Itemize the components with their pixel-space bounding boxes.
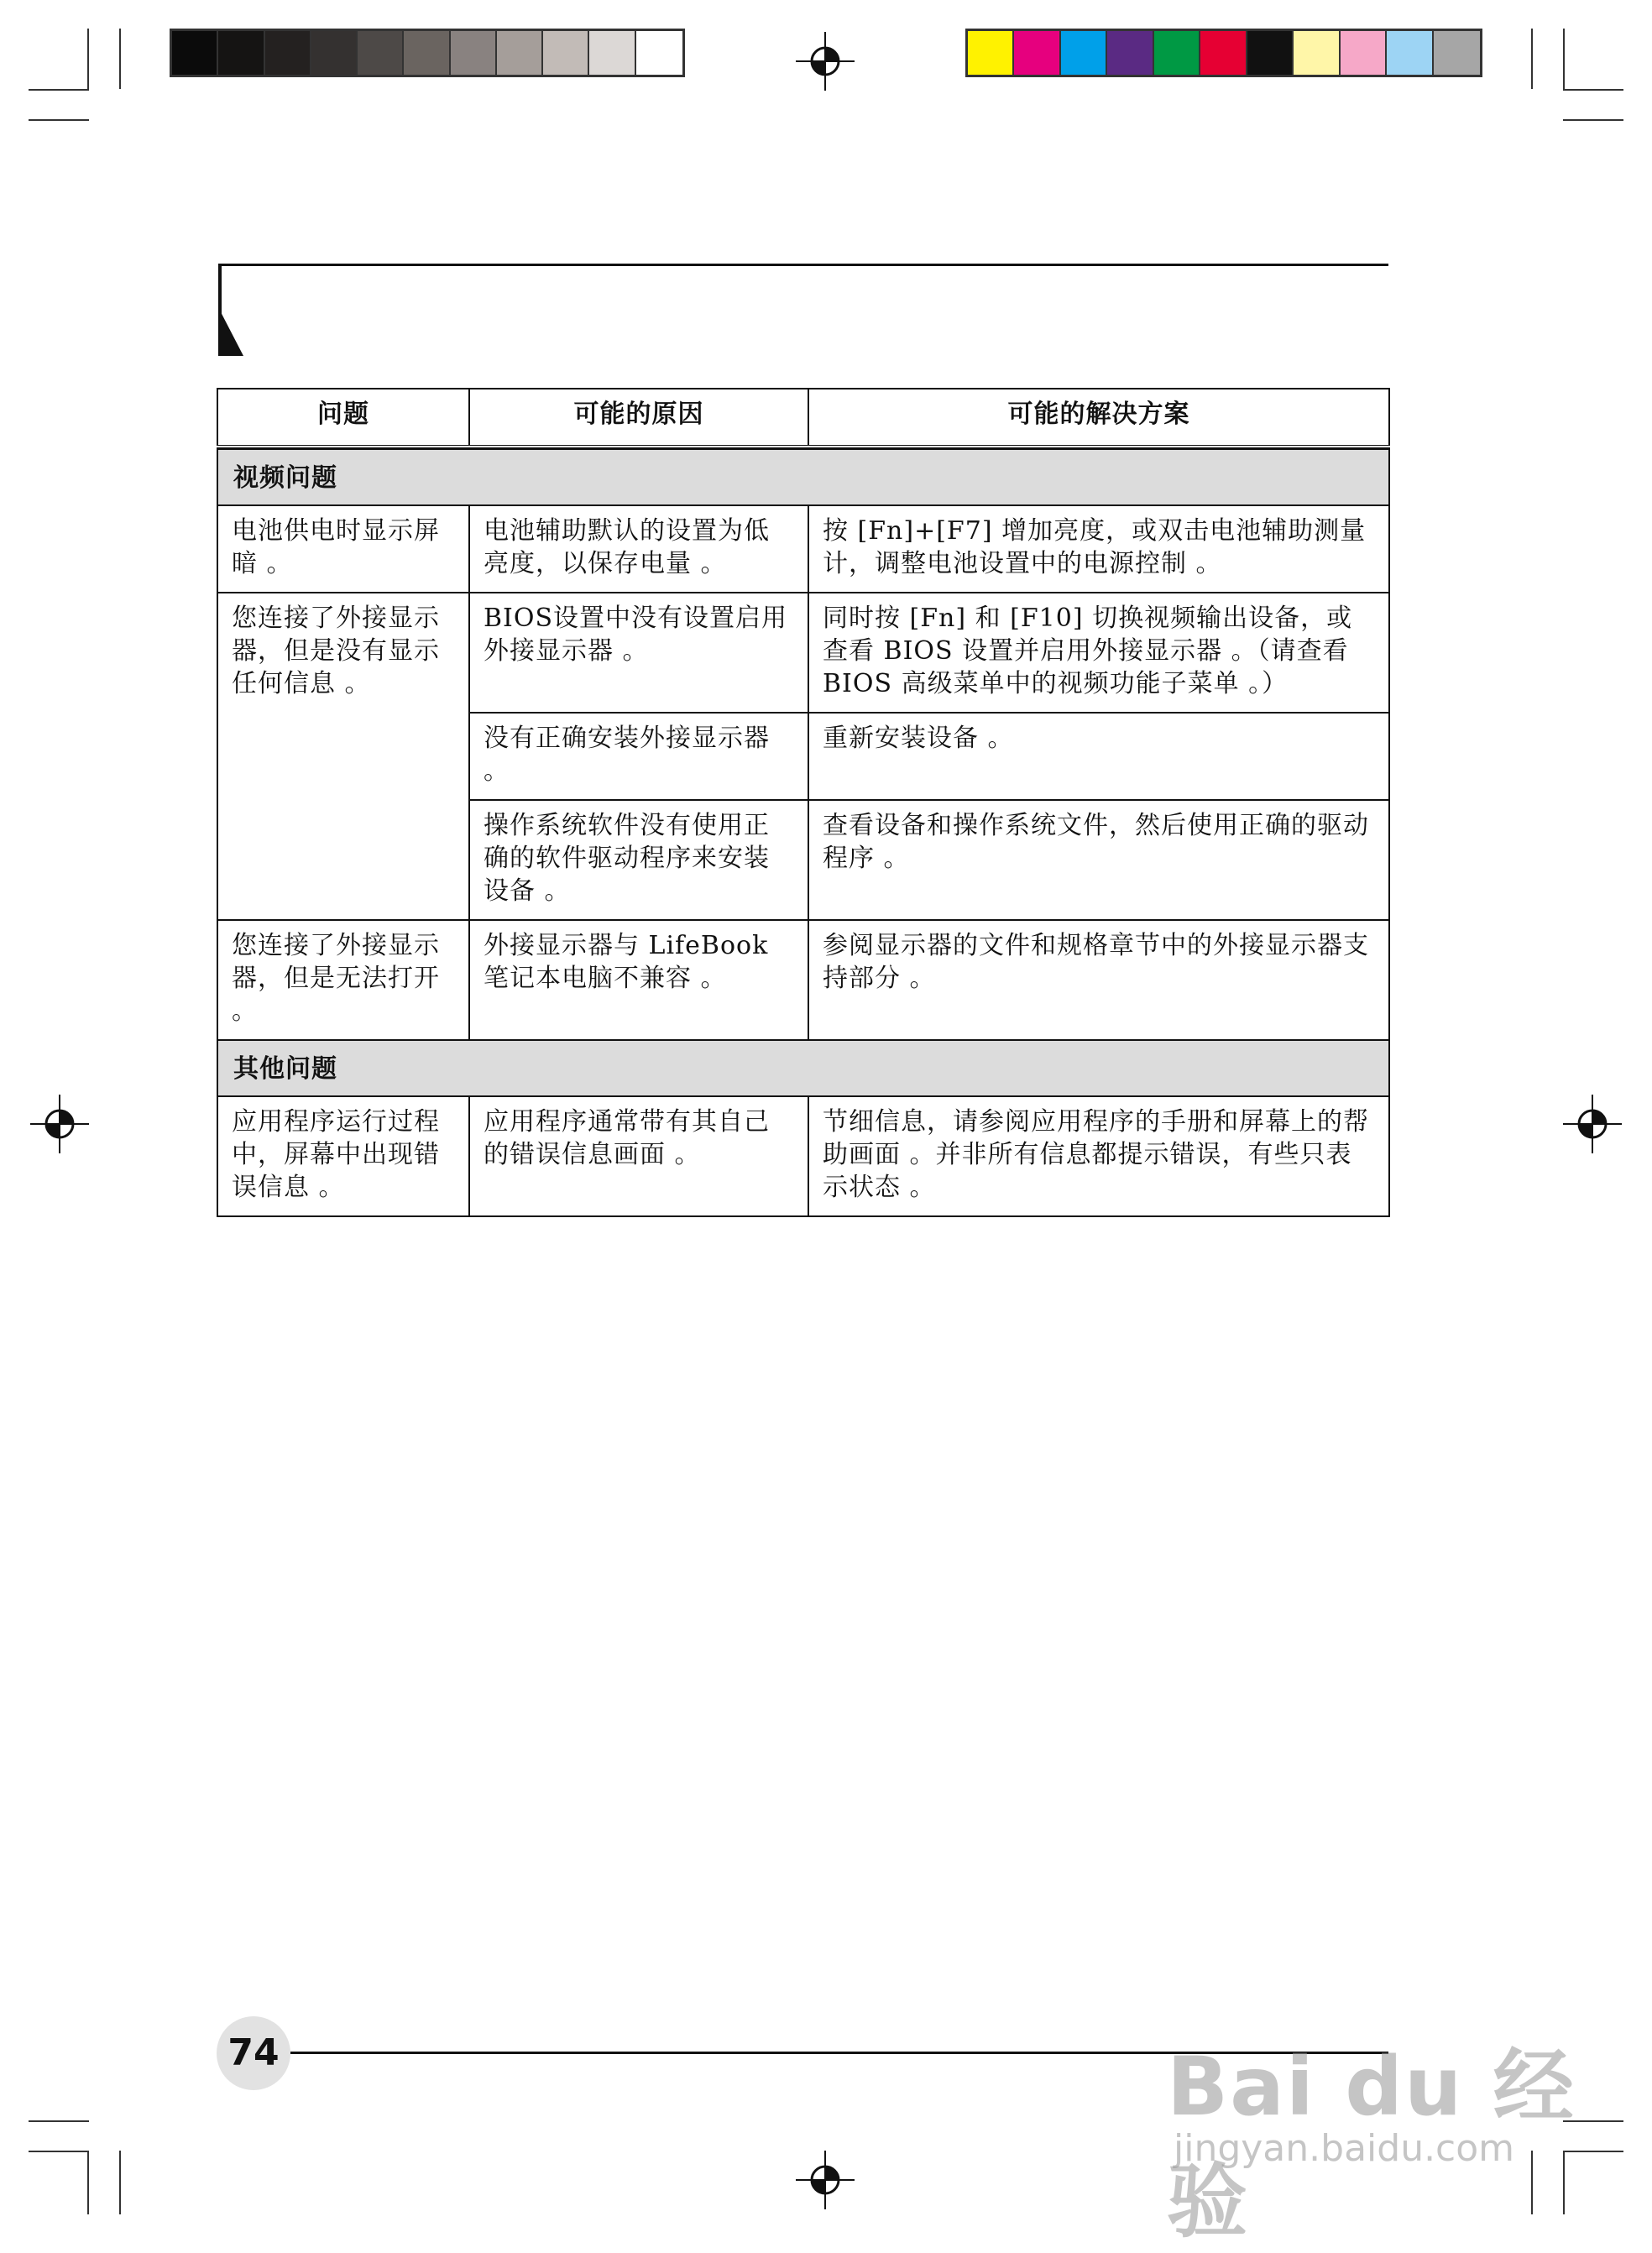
header-tab-marker (218, 307, 243, 356)
header-problem: 问题 (217, 389, 469, 447)
cause-cell: 外接显示器与 LifeBook 笔记本电脑不兼容 。 (469, 920, 808, 1040)
solution-cell: 查看设备和操作系统文件，然后使用正确的驱动程序 。 (808, 800, 1389, 920)
solution-cell: 按 [Fn]+[F7] 增加亮度，或双击电池辅助测量计，调整电池设置中的电源控制 。 (808, 505, 1389, 593)
cause-cell: 电池辅助默认的设置为低亮度，以保存电量 。 (469, 505, 808, 593)
color-swatch (543, 31, 589, 75)
color-swatch (1061, 31, 1107, 75)
color-swatch (358, 31, 404, 75)
registration-mark-right-icon (1563, 1095, 1622, 1153)
cause-cell: BIOS设置中没有设置启用外接显示器 。 (469, 593, 808, 713)
problem-cell: 电池供电时显示屏暗 。 (217, 505, 469, 593)
table-row (217, 505, 1389, 593)
table-row (217, 593, 1389, 713)
gray-color-bar (170, 29, 685, 77)
header-cause: 可能的原因 (469, 389, 808, 447)
registration-mark-left-icon (30, 1095, 89, 1153)
color-swatch (636, 31, 682, 75)
color-swatch (218, 31, 264, 75)
color-swatch (1014, 31, 1060, 75)
color-swatch (589, 31, 635, 75)
cause-cell: 没有正确安装外接显示器 。 (469, 713, 808, 800)
color-swatch (1154, 31, 1200, 75)
registration-mark-bottom-icon (796, 2151, 855, 2209)
problem-cell: 您连接了外接显示器，但是无法打开 。 (217, 920, 469, 1040)
cause-cell: 操作系统软件没有使用正确的软件驱动程序来安装设备 。 (469, 800, 808, 920)
color-swatch (172, 31, 218, 75)
color-swatch (1387, 31, 1433, 75)
section-title: 视频问题 (217, 449, 1389, 505)
header-solution: 可能的解决方案 (808, 389, 1389, 447)
color-swatch (1294, 31, 1340, 75)
color-swatch (404, 31, 450, 75)
color-swatch (265, 31, 311, 75)
header-rule (218, 264, 1388, 266)
color-swatch (497, 31, 543, 75)
section-title: 其他问题 (217, 1040, 1389, 1096)
watermark-brand: Bai du 经验 (1167, 2040, 1576, 2249)
color-swatch (1200, 31, 1247, 75)
color-swatch (1434, 31, 1480, 75)
solution-cell: 重新安装设备 。 (808, 713, 1389, 800)
solution-cell: 同时按 [Fn] 和 [F10] 切换视频输出设备，或查看 BIOS 设置并启用外接显示器 。（请查看 BIOS 高级菜单中的视频功能子菜单 。） (808, 593, 1389, 713)
color-swatch (1247, 31, 1294, 75)
table-row (217, 1096, 1389, 1216)
color-swatch (311, 31, 358, 75)
color-swatch (1107, 31, 1153, 75)
table-row (217, 920, 1389, 1040)
color-swatch (968, 31, 1014, 75)
section-video (217, 449, 1389, 505)
problem-cell: 应用程序运行过程中，屏幕中出现错误信息 。 (217, 1096, 469, 1216)
color-swatch (1341, 31, 1387, 75)
color-swatch (451, 31, 497, 75)
solution-cell: 参阅显示器的文件和规格章节中的外接显示器支持部分 。 (808, 920, 1389, 1040)
cause-cell: 应用程序通常带有其自己的错误信息画面 。 (469, 1096, 808, 1216)
table-header-row (217, 389, 1389, 447)
troubleshooting-table (217, 388, 1390, 1217)
registration-mark-top-icon (796, 32, 855, 91)
watermark-url: jingyan.baidu.com (1174, 2127, 1515, 2170)
page-number: 74 (217, 2016, 290, 2090)
solution-cell: 节细信息，请参阅应用程序的手册和屏幕上的帮助画面 。并非所有信息都提示错误，有些只表示状态 。 (808, 1096, 1389, 1216)
section-other (217, 1040, 1389, 1096)
process-color-bar (965, 29, 1482, 77)
problem-cell: 您连接了外接显示器，但是没有显示任何信息 。 (217, 593, 469, 920)
